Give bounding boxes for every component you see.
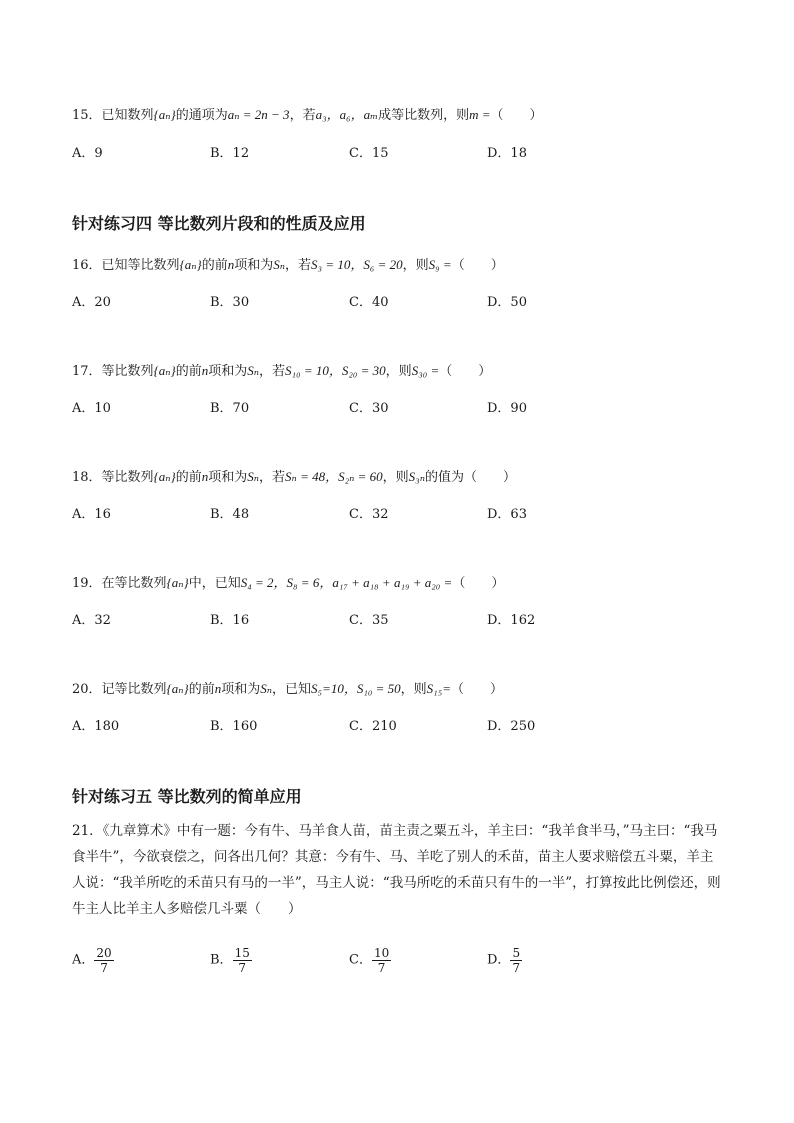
q20-blank: （ ） xyxy=(450,682,503,697)
q17-option-b: B．70 xyxy=(210,401,250,416)
q15-option-a: A．9 xyxy=(72,146,103,161)
question-19 xyxy=(72,574,504,593)
q18-cond: Sₙ = 48，S₂ₙ = 60 xyxy=(285,469,383,484)
section-4-heading: 针对练习四 等比数列片段和的性质及应用 xyxy=(72,214,366,233)
q16-seq: {aₙ} xyxy=(179,257,202,272)
q18-text5: ，则 xyxy=(382,470,409,485)
fraction-denominator: 7 xyxy=(377,961,386,975)
q17-text4: ，若 xyxy=(259,364,286,379)
q21-option-c-label: C． xyxy=(349,952,372,968)
q21-option-a-label: A． xyxy=(72,952,95,968)
q16-cond: S₃ = 10，S₆ = 20 xyxy=(311,257,403,272)
q15-seq: {aₙ} xyxy=(153,107,176,122)
q18-ask: S₃ₙ xyxy=(408,469,425,484)
q15-terms: a₃，a₆，aₘ xyxy=(315,107,379,122)
q18-seq: {aₙ} xyxy=(153,469,176,484)
q21-option-a xyxy=(72,946,114,975)
q18-option-c: C．32 xyxy=(349,507,389,522)
q20-text2: 的前 xyxy=(188,682,215,697)
q15-mid2: ，若 xyxy=(289,108,316,123)
q18-option-d: D．63 xyxy=(487,507,527,522)
q16-n: n xyxy=(227,257,235,272)
q21-option-b-fraction xyxy=(233,946,252,975)
question-20 xyxy=(72,680,503,699)
q17-option-a: A．10 xyxy=(72,401,111,416)
fraction-denominator: 7 xyxy=(238,961,247,975)
q17-text5: ，则 xyxy=(385,364,412,379)
q17-n: n xyxy=(201,363,209,378)
q19-seq: {aₙ} xyxy=(166,575,189,590)
q21-option-b xyxy=(210,946,252,975)
q20-text4: ，已知 xyxy=(272,682,312,697)
q21-option-b-label: B． xyxy=(210,952,233,968)
q19-blank: （ ） xyxy=(452,576,505,591)
q17-text1: 17．等比数列 xyxy=(72,364,154,379)
q20-option-a: A．180 xyxy=(72,719,120,734)
fraction-numerator: 15 xyxy=(234,946,250,960)
q21-option-d xyxy=(487,946,522,975)
question-21: 21．《九章算术》中有一题：今有牛、马羊食人苗，苗主责之粟五斗，羊主曰：“我羊食半马，”马主曰：“我马食半牛”，今欲衰偿之，问各出几何？其意：今有牛、马、羊吃了别人的禾苗，苗主人要求赔偿五斗粟，羊主人说：“我羊所吃的禾苗只有马的一半”，马主人说：“我马所吃的禾苗只有牛的一半”，打算按此比例偿还，则牛主人比羊主人多赔偿几斗粟（ ） xyxy=(72,823,721,917)
section-5-heading: 针对练习五 等比数列的简单应用 xyxy=(72,787,302,806)
q17-cond: S₁₀ = 10，S₂₀ = 30 xyxy=(285,363,386,378)
q19-text2: 中，已知 xyxy=(188,576,241,591)
q16-option-d: D．50 xyxy=(487,295,527,310)
q21-option-a-fraction xyxy=(94,946,113,975)
q17-option-d: D．90 xyxy=(487,401,527,416)
q20-option-b: B．160 xyxy=(210,719,258,734)
q19-option-c: C．35 xyxy=(349,613,389,628)
question-16 xyxy=(72,256,504,275)
q20-ask: S₁₅= xyxy=(426,681,451,696)
q20-seq: {aₙ} xyxy=(166,681,189,696)
q18-text1: 18．等比数列 xyxy=(72,470,154,485)
q15-prefix: 15．已知数列 xyxy=(72,108,154,123)
q17-sn: Sₙ xyxy=(247,363,260,378)
q16-option-c: C．40 xyxy=(349,295,389,310)
q18-text4: ，若 xyxy=(259,470,286,485)
q17-text2: 的前 xyxy=(175,364,202,379)
q18-sn: Sₙ xyxy=(247,469,260,484)
q19-text1: 19．在等比数列 xyxy=(72,576,167,591)
q17-blank: （ ） xyxy=(439,364,492,379)
q17-seq: {aₙ} xyxy=(153,363,176,378)
q21-option-c-fraction xyxy=(372,946,391,975)
q19-option-d: D．162 xyxy=(487,613,536,628)
q20-cond: S₅=10，S₁₀ = 50 xyxy=(311,681,401,696)
q18-text2: 的前 xyxy=(175,470,202,485)
question-15 xyxy=(72,106,543,125)
q21-option-d-fraction xyxy=(510,946,522,975)
q20-text5: ，则 xyxy=(400,682,427,697)
q16-text1: 16．已知等比数列 xyxy=(72,258,180,273)
q18-text6: 的值为 xyxy=(424,470,464,485)
fraction-denominator: 7 xyxy=(100,961,108,975)
q19-option-b: B．16 xyxy=(210,613,250,628)
q18-text3: 项和为 xyxy=(208,470,248,485)
q15-option-d: D．18 xyxy=(487,146,527,161)
q19-cond: S₄ = 2，S₈ = 6，a₁₇ + a₁₈ + a₁₉ + a₂₀ = xyxy=(240,575,453,590)
q20-sn: Sₙ xyxy=(260,681,273,696)
q16-text5: ，则 xyxy=(402,258,429,273)
q20-n: n xyxy=(214,681,222,696)
q17-ask: S₃₀ = xyxy=(411,363,440,378)
q17-option-c: C．30 xyxy=(349,401,389,416)
q17-text3: 项和为 xyxy=(208,364,248,379)
fraction-denominator: 7 xyxy=(512,961,521,975)
q15-option-c: C．15 xyxy=(349,146,389,161)
q15-ask: m = xyxy=(469,107,491,122)
question-18 xyxy=(72,468,516,487)
q16-text2: 的前 xyxy=(201,258,228,273)
q15-blank: （ ） xyxy=(490,108,543,123)
q15-mid1: 的通项为 xyxy=(175,108,228,123)
q20-text1: 20．记等比数列 xyxy=(72,682,167,697)
q15-formula: aₙ = 2n − 3 xyxy=(227,107,290,122)
fraction-numerator: 10 xyxy=(373,946,390,960)
q15-mid3: 成等比数列，则 xyxy=(378,108,470,123)
fraction-numerator: 20 xyxy=(96,946,112,960)
q20-option-c: C．210 xyxy=(349,719,397,734)
q16-text4: ，若 xyxy=(285,258,312,273)
q20-option-d: D．250 xyxy=(487,719,536,734)
q16-sn: Sₙ xyxy=(273,257,286,272)
q18-option-b: B．48 xyxy=(210,507,250,522)
q20-text3: 项和为 xyxy=(221,682,261,697)
q16-option-b: B．30 xyxy=(210,295,250,310)
q21-option-d-label: D． xyxy=(487,952,511,968)
q21-option-c xyxy=(349,946,391,975)
q16-ask: S₉ = xyxy=(428,257,452,272)
q16-text3: 项和为 xyxy=(234,258,274,273)
q16-option-a: A．20 xyxy=(72,295,111,310)
q15-option-b: B．12 xyxy=(210,146,250,161)
q18-n: n xyxy=(201,469,209,484)
fraction-numerator: 5 xyxy=(512,946,521,960)
q18-blank: （ ） xyxy=(463,470,516,485)
q16-blank: （ ） xyxy=(451,258,504,273)
q19-option-a: A．32 xyxy=(72,613,111,628)
question-17 xyxy=(72,362,491,381)
q18-option-a: A．16 xyxy=(72,507,111,522)
